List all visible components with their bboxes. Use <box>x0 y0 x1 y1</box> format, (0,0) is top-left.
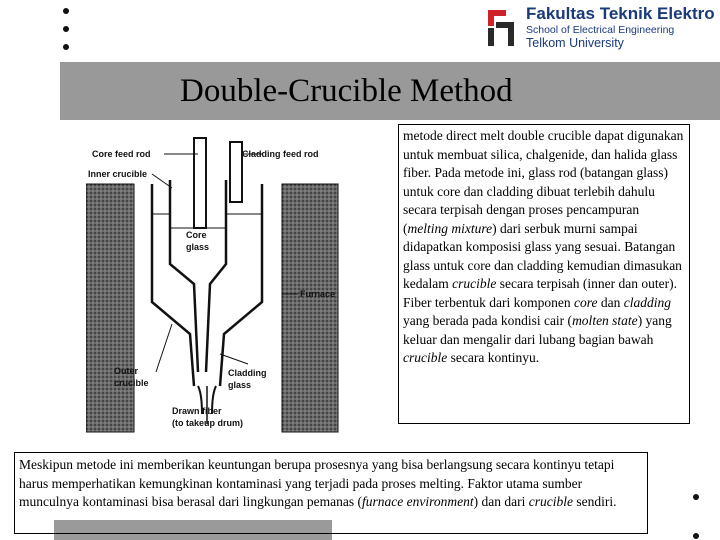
label-cladding-glass: glass <box>228 380 252 390</box>
label-outer-crucible: crucible <box>114 378 149 388</box>
decor-dot <box>693 494 699 500</box>
body-text-italic: molten state <box>572 313 638 328</box>
body-text: secara terpisah (inner dan outer). Fiber terbentuk dari komponen <box>403 276 678 310</box>
note-text-box <box>14 452 648 534</box>
label-core-glass: Core <box>186 230 207 240</box>
note-text-italic: crucible <box>528 494 573 509</box>
core-feed-rod <box>194 138 206 228</box>
furnace-wall-right <box>282 184 338 432</box>
label-drawn-fiber: (to takeup drum) <box>172 418 243 428</box>
label-core-glass: glass <box>186 242 210 252</box>
body-text: ) dari serbuk murni sampai didapatkan komposisi glass yang sesuai. Batangan glass untuk core dan cladding kemudian dimasukan kedalam <box>403 220 682 291</box>
label-core-feed-rod: Core feed rod <box>92 149 151 159</box>
double-crucible-diagram <box>86 124 392 436</box>
label-drawn-fiber: Drawn fiber <box>172 406 222 416</box>
body-text: ) yang keluar dan mengalir dari lubang bagian bawah <box>403 313 672 347</box>
cladding-feed-rod <box>230 142 242 202</box>
body-text-italic: crucible <box>403 350 448 365</box>
decor-dot <box>63 26 69 32</box>
body-text: yang berada pada kondisi cair ( <box>403 313 573 328</box>
label-inner-crucible: Inner crucible <box>88 169 148 179</box>
note-text: Meskipun metode ini memberikan keuntungan berupa prosesnya yang bisa berlangsung secara kontinyu tetapi harus memperhatikan kemungkinan kontaminasi yang terjadi pada proses melting. Faktor utama sumber munculnya kontaminasi bisa berasal dari lingkungan pemanas ( <box>19 457 615 509</box>
logo-title: Fakultas Teknik Elektro <box>526 4 715 23</box>
logo-subtitle: School of Electrical Engineering <box>526 24 675 36</box>
label-cladding-feed-rod: Cladding feed rod <box>242 149 319 159</box>
label-cladding-glass: Cladding <box>228 368 267 378</box>
decor-dot <box>63 44 69 50</box>
leader-line <box>220 354 248 364</box>
decor-dot <box>63 8 69 14</box>
label-furnace: Furnace <box>300 289 336 299</box>
body-text: secara kontinyu. <box>447 350 540 365</box>
logo-university: Telkom University <box>526 36 624 50</box>
decor-dot <box>693 533 699 539</box>
furnace-wall-left <box>86 184 134 432</box>
description-text-box <box>398 124 690 424</box>
body-text-italic: melting mixture <box>407 220 493 236</box>
body-text-italic: cladding <box>623 294 671 310</box>
university-logo <box>486 4 716 52</box>
body-text: dan <box>597 294 624 310</box>
leader-line <box>156 324 172 372</box>
telkom-logo-mark-icon <box>486 6 526 48</box>
body-text-italic: crucible <box>452 276 497 291</box>
slide-title: Double-Crucible Method <box>180 73 513 109</box>
body-text: metode direct melt double crucible dapat digunakan untuk membuat silica, chalgenide, dan halida glass fiber. Pada metode ini, glass rod (batangan glass) untuk core dan cladding dibuat terlebih dahulu secara terpisah dengan proses pencampuran ( <box>403 128 684 236</box>
label-outer-crucible: Outer <box>114 366 139 376</box>
note-text: sendiri. <box>572 494 617 509</box>
note-text: ) dan dari <box>473 494 529 509</box>
body-text-italic: core <box>573 294 598 310</box>
note-text-italic: furnace environment <box>362 494 474 509</box>
